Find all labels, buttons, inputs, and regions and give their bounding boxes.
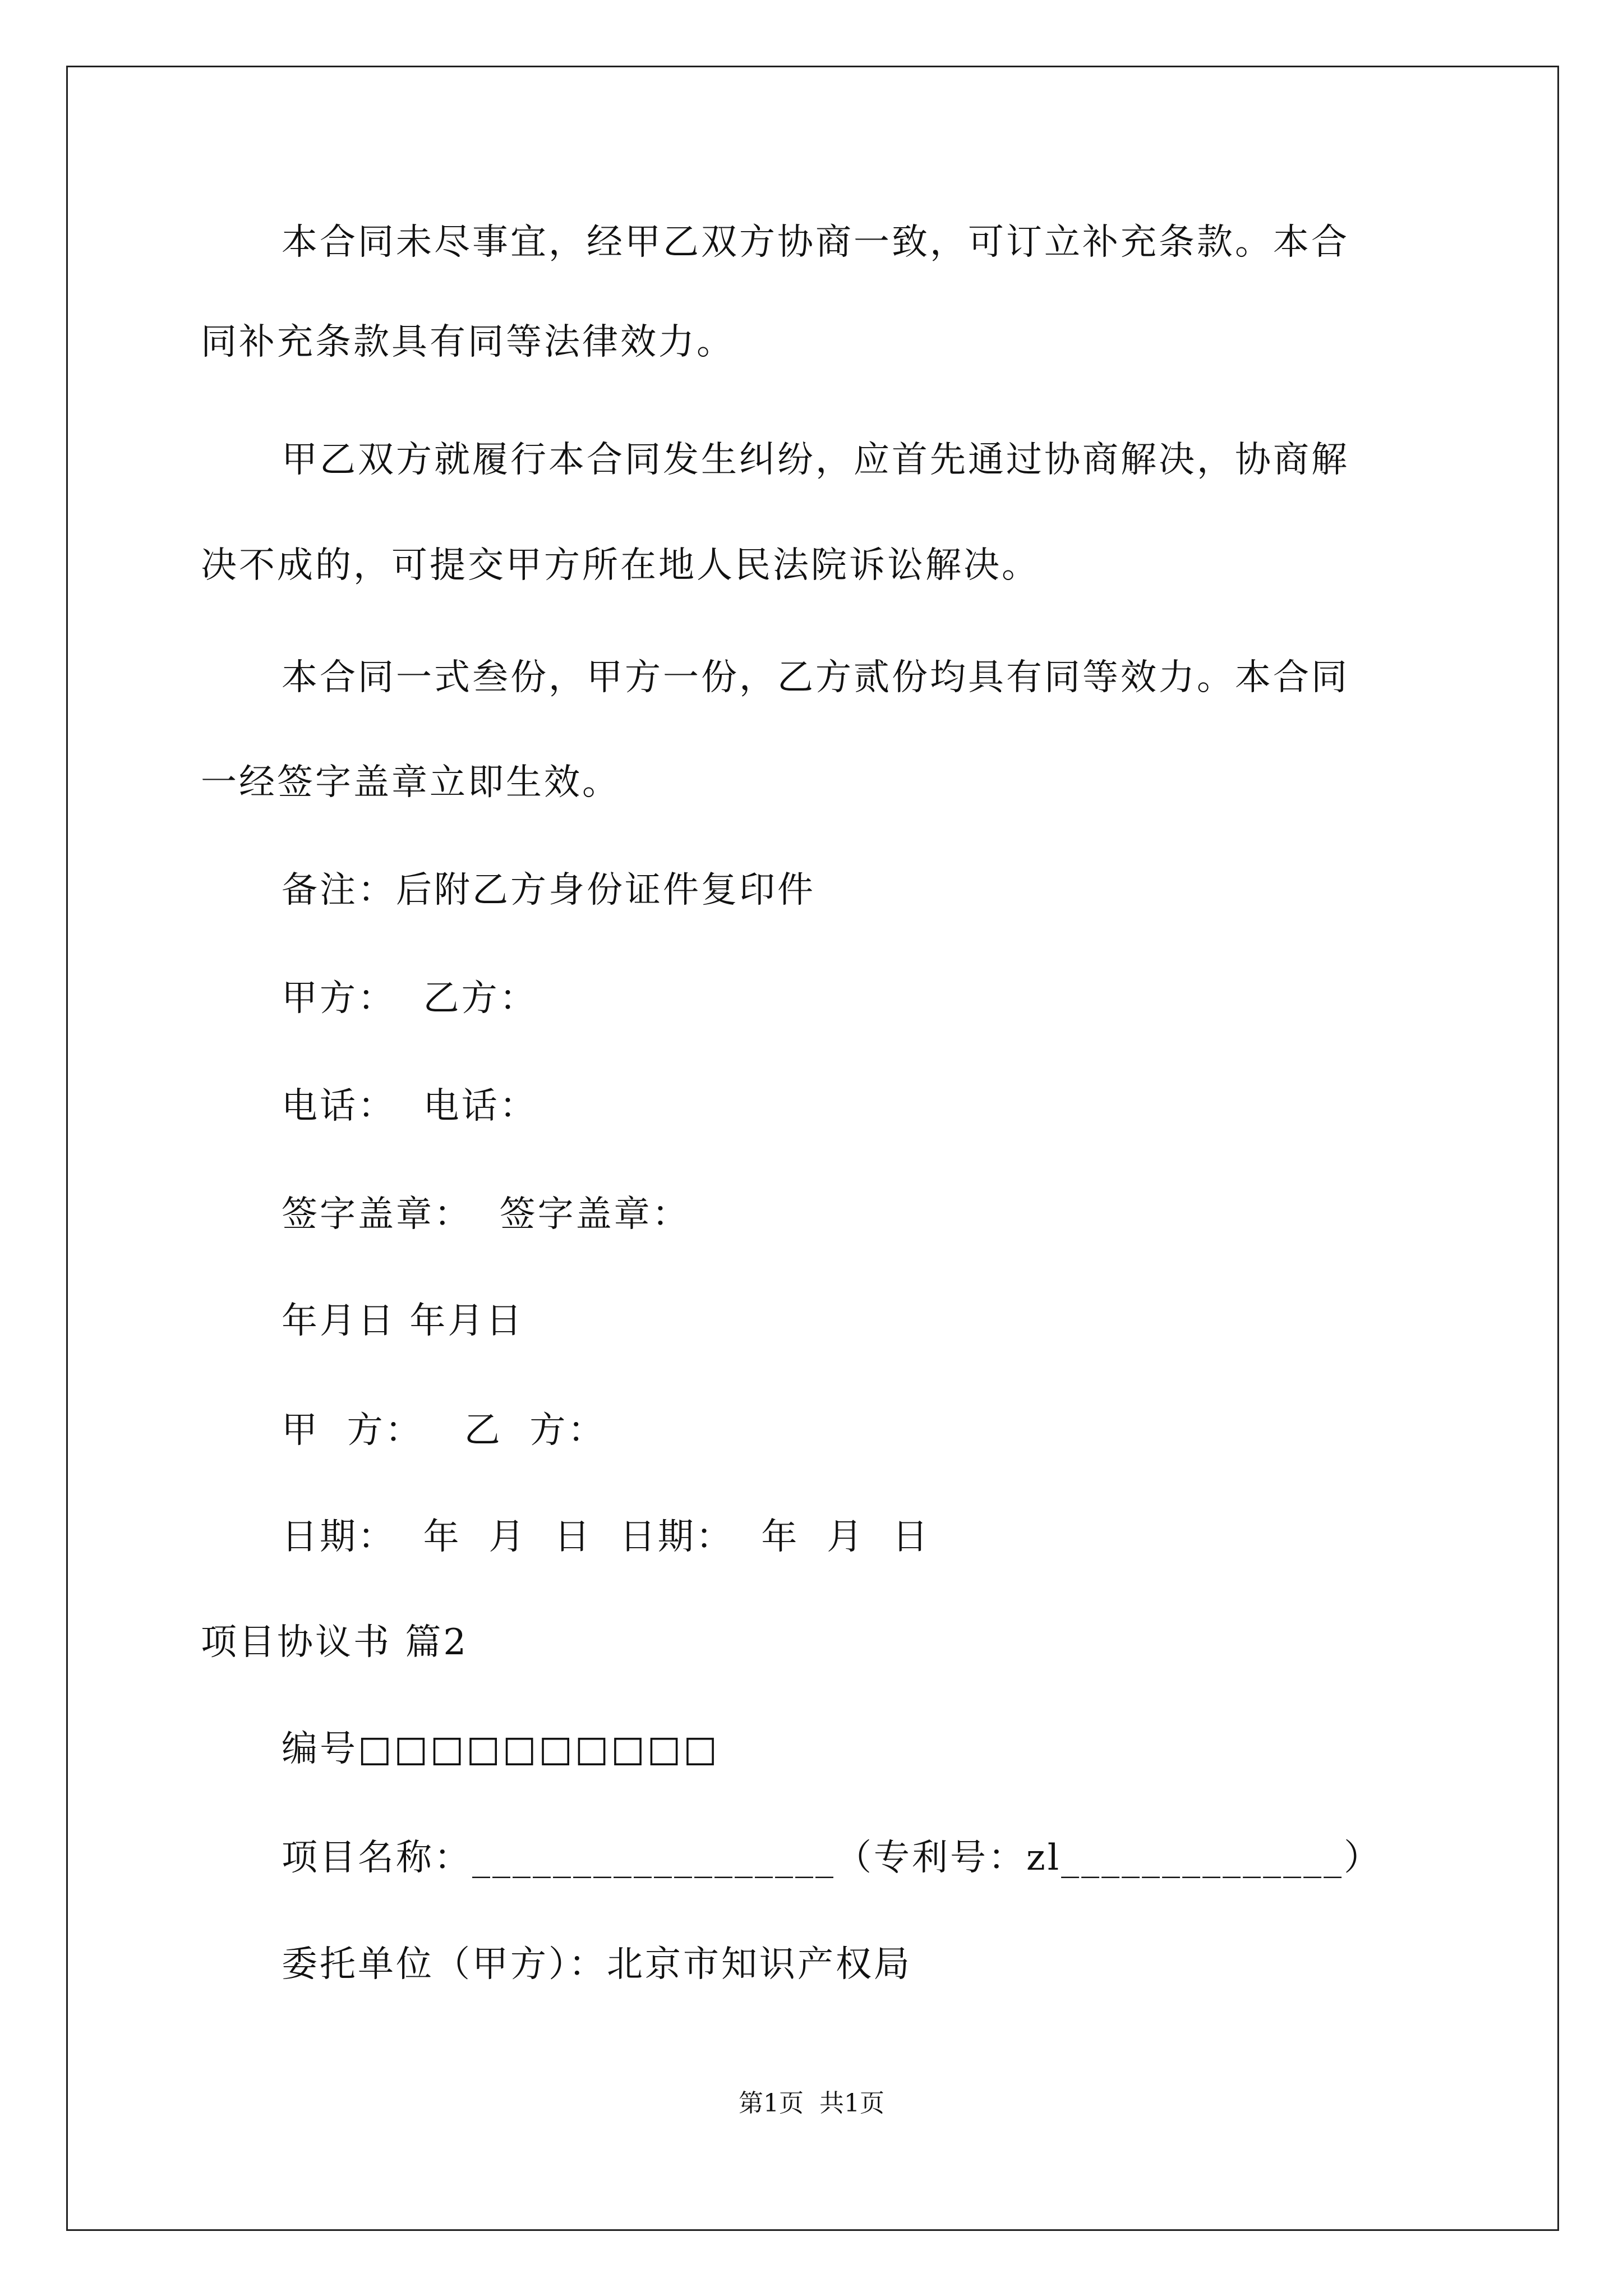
paragraph-line: 一经签字盖章立即生效。 <box>201 762 620 803</box>
date-line: 年月日 年月日 <box>282 1300 524 1342</box>
paragraph-line: 决不成的，可提交甲方所在地人民法院诉讼解决。 <box>201 545 1040 586</box>
paragraph-line: 本合同一式叁份，甲方一份，乙方贰份均具有同等效力。本合同 <box>282 657 1349 698</box>
party-line: 甲 方： 乙 方： <box>282 1410 606 1451</box>
paragraph-line: 同补充条款具有同等法律效力。 <box>201 321 735 363</box>
phone-line: 电话： 电话： <box>282 1085 538 1127</box>
note-line: 备注：后附乙方身份证件复印件 <box>282 869 815 911</box>
page-border <box>66 66 1559 2231</box>
page-number-footer: 第1页 共1页 <box>739 2089 884 2118</box>
client-line: 委托单位（甲方）：北京市知识产权局 <box>282 1944 912 1985</box>
paragraph-line: 甲乙双方就履行本合同发生纠纷，应首先通过协商解决，协商解 <box>282 439 1349 481</box>
date-line: 日期： 年 月 日 日期： 年 月 日 <box>282 1516 930 1558</box>
signature-line: 签字盖章： 签字盖章： <box>282 1194 690 1235</box>
number-line: 编号□□□□□□□□□□ <box>282 1728 720 1770</box>
party-line: 甲方： 乙方： <box>282 978 538 1019</box>
section-heading: 项目协议书 篇2 <box>201 1622 469 1663</box>
paragraph-line: 本合同未尽事宜，经甲乙双方协商一致，可订立补充条款。本合 <box>282 222 1349 263</box>
project-name-line: 项目名称：__________________（专利号：zl______________） <box>282 1837 1382 1879</box>
